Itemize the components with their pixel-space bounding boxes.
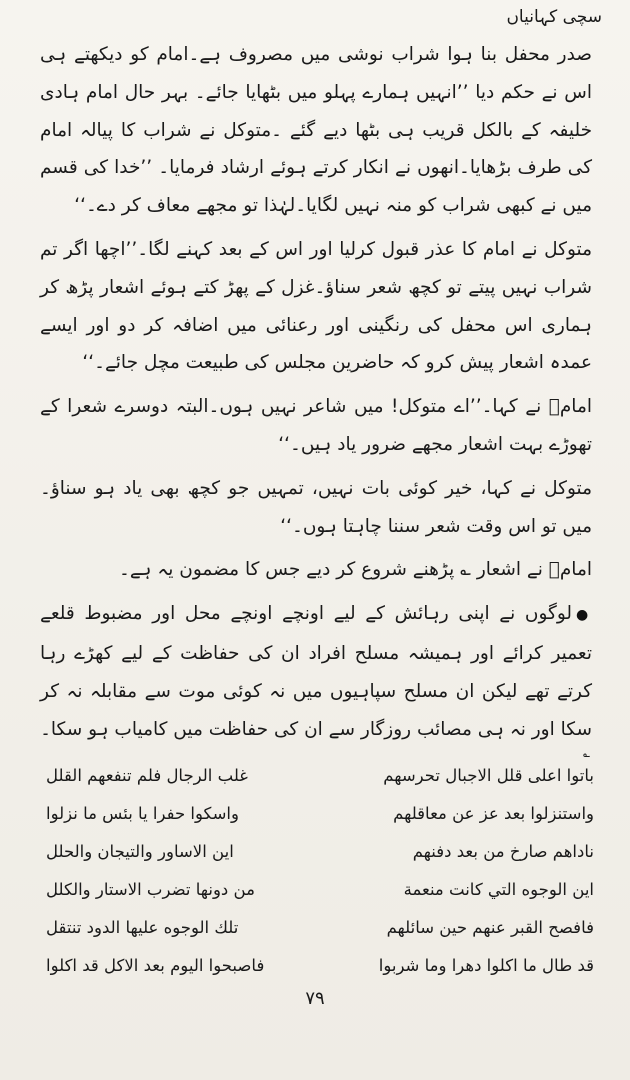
body-text <box>40 36 592 754</box>
paragraph-2: متوکل نے امام کا عذر قبول کرلیا اور اس کے بعد کہنے لگا۔’’اچھا اگر تم شراب نہیں پیتے تو کچھ شعر سناؤ۔غزل کے پھڑ کتے ہوئے اشعار پڑھ کر ہماری اس محفل کی رنگینی اور رعنائی میں اضافہ کر دو اور ایسے عمدہ اشعار پیش کرو کہ حاضرین مجلس کی طبیعت مچل جائے۔‘‘ <box>40 238 592 374</box>
paragraph-1: صدر محفل بنا ہوا شراب نوشی میں مصروف ہے۔امام کو دیکھتے ہی اس نے حکم دیا ’’انہیں ہمارے پہلو میں بٹھایا جائے۔ بہر حال امام ہادی خلیفہ کے بالکل قریب ہی بٹھا دیے گئے ۔متوکل نے شراب کا پیالہ امام کی طرف بڑھایا۔انھوں نے انکار کرتے ہوئے ارشاد فرمایا۔ ’’خدا کی قسم میں نے کبھی شراب کو منہ نہیں لگایا۔لہٰذا تو مجھے معاف کر دے۔‘‘ <box>40 44 592 217</box>
verse-first-hemistich: ناداهم صارخ من بعد دفنهم <box>412 841 594 861</box>
verse-second-hemistich: تلك الوجوه عليها الدود تنتقل <box>46 917 239 937</box>
poem-verse <box>46 946 594 984</box>
poem-verse <box>46 832 594 870</box>
bullet-icon: ● <box>576 607 592 624</box>
paragraph-3: امامؑ نے کہا۔’’اے متوکل! میں شاعر نہیں ہوں۔البتہ دوسرے شعرا کے تھوڑے بہت اشعار مجھے ضرور یاد ہیں۔‘‘ <box>40 396 592 455</box>
poem-verse <box>46 756 594 794</box>
verse-first-hemistich: فافصح القبر عنهم حين سائلهم <box>386 917 594 937</box>
verse-first-hemistich: باتوا اعلی قلل الاجبال تحرسهم <box>383 765 594 785</box>
bullet-paragraph: لوگوں نے اپنی رہائش کے لیے اونچے اونچے محل اور مضبوط قلعے تعمیر کرائے اور ہمیشہ مسلح افراد ان کی حفاظت کے لیے کھڑے رہا کرتے تھے لیکن ان مسلح سپاہیوں میں نہ کوئی موت سے مقابلہ نہ کر سکا اور نہ ہی مصائب روزگار سے ان کی حفاظت میں کامیاب ہو سکا۔ <box>40 603 592 740</box>
footnote-mark: ؎ <box>582 746 590 760</box>
verse-first-hemistich: واستنزلوا بعد عز عن معاقلهم <box>393 803 594 823</box>
paragraph-6 <box>40 595 592 748</box>
poem-verse <box>46 794 594 832</box>
running-header: سچی کہانیاں <box>506 7 602 27</box>
verse-second-hemistich: اين الاساور والتيجان والحلل <box>46 841 234 861</box>
page-number: ۷۹ <box>305 988 325 1009</box>
arabic-poem <box>46 756 594 984</box>
verse-first-hemistich: قد طال ما اكلوا دهرا وما شربوا <box>378 955 594 975</box>
poem-verse <box>46 870 594 908</box>
verse-second-hemistich: غلب الرجال فلم تنفعهم القلل <box>46 765 248 785</box>
verse-second-hemistich: من دونها تضرب الاستار والكلل <box>46 879 255 899</box>
paragraph-4: متوکل نے کہا، خیر کوئی بات نہیں، تمہیں جو کچھ بھی یاد ہو سناؤ۔ میں تو اس وقت شعر سننا چاہتا ہوں۔‘‘ <box>40 477 592 537</box>
paragraph-5: امامؑ نے اشعار ؎ پڑھنے شروع کر دیے جس کا مضمون یہ ہے۔ <box>119 559 592 581</box>
verse-first-hemistich: اين الوجوه التي كانت منعمة <box>403 879 594 899</box>
poem-verse <box>46 908 594 946</box>
verse-second-hemistich: واسكوا حفرا يا بئس ما نزلوا <box>46 803 239 823</box>
verse-second-hemistich: فاصبحوا اليوم بعد الاكل قد اكلوا <box>46 955 265 975</box>
